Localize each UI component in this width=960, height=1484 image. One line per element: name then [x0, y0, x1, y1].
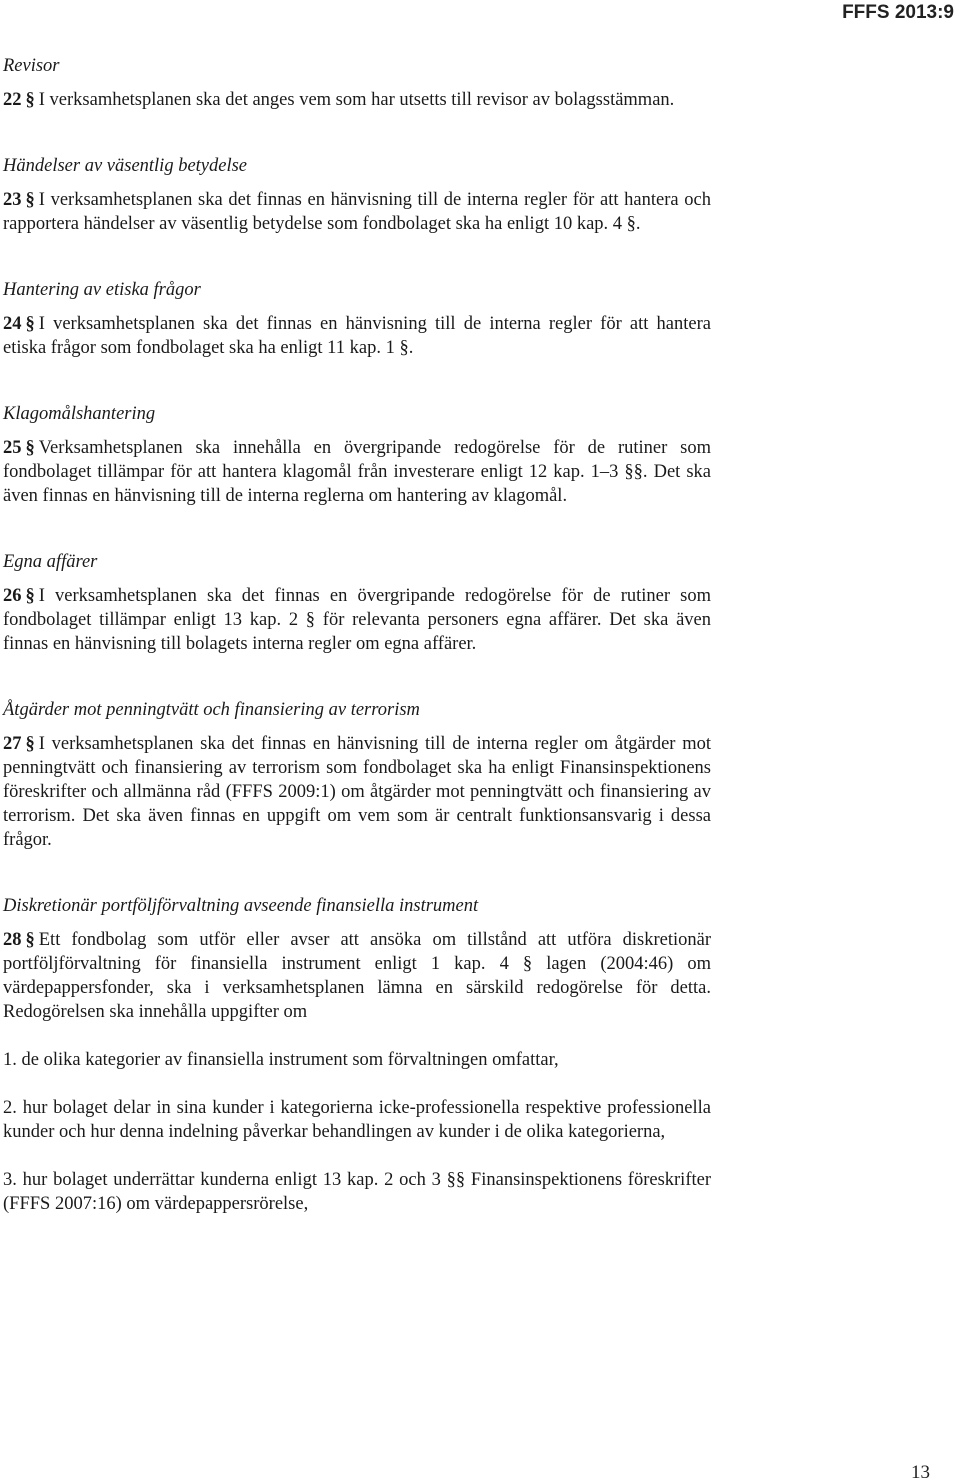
paragraph-symbol: § [25, 586, 35, 606]
section-26 [3, 550, 711, 656]
section-text: I verksamhetsplanen ska det finnas en hänvisning till de interna regler om åtgärder mot penningtvätt och finansiering av terrorism som fondbolaget ska ha enligt Finansinspektionens föreskrifter och allmänna råd (FFFS 2009:1) om åtgärder mot penningtvätt och finansiering av terrorism. Det ska även finnas en uppgift om vem som är centralt funktionsansvarig i dessa frågor. [3, 734, 711, 850]
section-24 [3, 278, 711, 360]
document-body [3, 54, 711, 1240]
section-paragraph [3, 732, 711, 852]
list-item: 1. de olika kategorier av finansiella instrument som förvaltningen omfattar, [3, 1050, 559, 1070]
section-27 [3, 698, 711, 852]
paragraph-symbol: § [25, 734, 35, 754]
paragraph-symbol: § [25, 438, 35, 458]
section-number: 26 [3, 586, 22, 606]
section-number: 25 [3, 438, 22, 458]
section-paragraph [3, 312, 711, 360]
section-heading: Egna affärer [3, 552, 98, 572]
section-paragraph [3, 436, 711, 508]
paragraph-symbol: § [25, 190, 35, 210]
section-23 [3, 154, 711, 236]
section-heading: Hantering av etiska frågor [3, 280, 201, 300]
page-number: 13 [911, 1462, 930, 1483]
section-heading: Klagomålshantering [3, 404, 156, 424]
section-number: 28 [3, 930, 22, 950]
section-25 [3, 402, 711, 508]
section-text: I verksamhetsplanen ska det finnas en övergripande redogörelse för de rutiner som fondbolaget tillämpar enligt 13 kap. 2 § för relevanta personers egna affärer. Det ska även finnas en hänvisning till bolagets interna regler om egna affärer. [3, 586, 711, 654]
list-item: 3. hur bolaget underrättar kunderna enligt 13 kap. 2 och 3 §§ Finansinspektionens föreskrifter (FFFS 2007:16) om värdepappersrörelse, [3, 1170, 711, 1214]
paragraph-symbol: § [25, 930, 35, 950]
section-paragraph [3, 584, 711, 656]
section-text: I verksamhetsplanen ska det finnas en hänvisning till de interna regler för att hantera etiska frågor som fondbolaget ska ha enligt 11 kap. 1 §. [3, 314, 711, 358]
list-item: 2. hur bolaget delar in sina kunder i kategorierna icke-professionella respektive professionella kunder och hur denna indelning påverkar behandlingen av kunder i de olika kategorierna, [3, 1098, 711, 1142]
section-heading: Diskretionär portföljförvaltning avseende finansiella instrument [3, 896, 479, 916]
section-paragraph [3, 88, 711, 112]
section-text: I verksamhetsplanen ska det finnas en hänvisning till de interna regler för att hantera och rapportera händelser av väsentlig betydelse som fondbolaget ska ha enligt 10 kap. 4 §. [3, 190, 711, 234]
section-number: 24 [3, 314, 22, 334]
section-number: 23 [3, 190, 22, 210]
section-paragraph [3, 928, 711, 1024]
paragraph-symbol: § [25, 314, 35, 334]
section-text: I verksamhetsplanen ska det anges vem som har utsetts till revisor av bolagsstämman. [38, 90, 675, 110]
section-number: 22 [3, 90, 22, 110]
section-paragraph [3, 188, 711, 236]
section-22 [3, 54, 711, 112]
section-text: Verksamhetsplanen ska innehålla en övergripande redogörelse för de rutiner som fondbolaget tillämpar för att hantera klagomål från investerare enligt 12 kap. 1–3 §§. Det ska även finnas en hänvisning till de interna reglerna om hantering av klagomål. [3, 438, 711, 506]
document-id-header: FFFS 2013:9 [842, 2, 954, 23]
section-heading: Åtgärder mot penningtvätt och finansiering av terrorism [3, 700, 420, 720]
section-number: 27 [3, 734, 22, 754]
section-heading: Revisor [3, 56, 60, 76]
section-heading: Händelser av väsentlig betydelse [3, 156, 248, 176]
section-text: Ett fondbolag som utför eller avser att ansöka om tillstånd att utföra diskretionär portföljförvaltning för finansiella instrument enligt 1 kap. 4 § lagen (2004:46) om värdepappersfonder, ska i verksamhetsplanen lämna en särskild redogörelse för detta. Redogörelsen ska innehålla uppgifter om [3, 930, 711, 1022]
paragraph-symbol: § [25, 90, 35, 110]
section-28 [3, 894, 711, 1216]
